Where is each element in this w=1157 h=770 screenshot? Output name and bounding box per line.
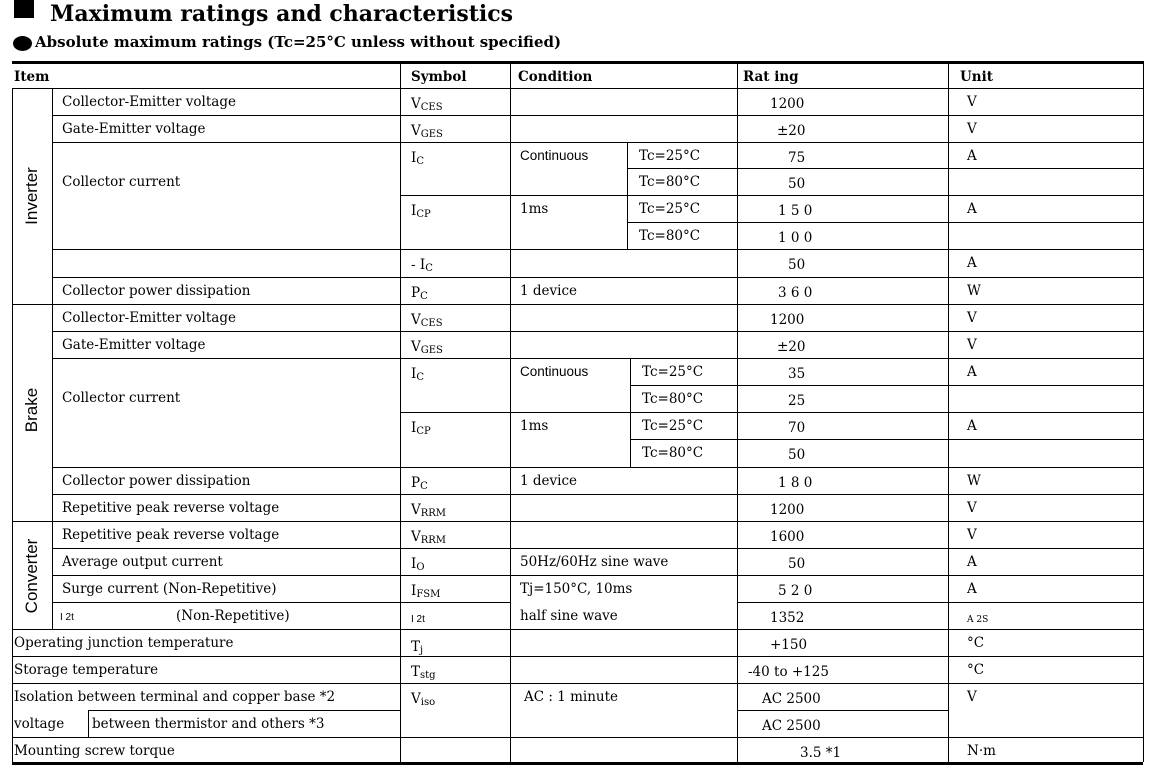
symbol-subscript: CP — [416, 426, 431, 437]
symbol-subscript: C — [420, 481, 428, 492]
sub-row-rule — [627, 168, 1143, 169]
item-label: Isolation between terminal and copper base *2 — [14, 689, 336, 705]
symbol-main: P — [411, 285, 421, 301]
symbol-main: T — [411, 664, 421, 680]
rating-cell: 25 — [788, 393, 806, 409]
group-label-converter: Converter — [22, 538, 41, 614]
symbol-main: I — [411, 150, 417, 166]
item-label: Collector-Emitter voltage — [62, 310, 236, 326]
rating-cell: 1200 — [770, 96, 805, 112]
symbol-cell — [411, 257, 433, 277]
symbol-main: I — [411, 203, 417, 219]
symbol-main: I — [411, 556, 417, 572]
tc-cell: Tc=80°C — [642, 445, 704, 461]
item-label: Average output current — [62, 554, 223, 570]
group-label-brake: Brake — [22, 387, 41, 433]
rating-cell: ±20 — [777, 339, 806, 355]
item-label: Operating junction temperature — [14, 635, 234, 651]
row-rule — [400, 412, 1143, 413]
header-condition: Condition — [518, 69, 593, 85]
row-rule — [12, 304, 1143, 305]
rating-cell: 50 — [788, 447, 806, 463]
rating-cell: 1200 — [770, 502, 805, 518]
rating-cell: 3 6 0 — [778, 285, 813, 301]
symbol-subscript: GES — [420, 129, 443, 140]
rating-cell: AC 2500 — [762, 718, 821, 734]
symbol-cell — [411, 420, 431, 440]
symbol-main: V — [411, 691, 421, 707]
row-rule — [52, 249, 1143, 250]
rating-cell: 3.5 *1 — [800, 745, 842, 761]
unit-cell: W — [967, 283, 981, 299]
rating-cell: 50 — [788, 176, 806, 192]
symbol-subscript: GES — [420, 345, 443, 356]
symbol-cell — [411, 583, 440, 603]
row-rule — [52, 277, 1143, 278]
tc-cell: Tc=80°C — [639, 228, 701, 244]
unit-cell: V — [967, 94, 977, 110]
condition-cell: 1ms — [520, 418, 549, 434]
unit-cell: °C — [967, 662, 985, 678]
item-label: Repetitive peak reverse voltage — [62, 527, 280, 543]
symbol-main: I — [411, 420, 417, 436]
item-label: Collector-Emitter voltage — [62, 94, 236, 110]
symbol-subscript: iso — [420, 697, 436, 708]
rating-cell: 75 — [788, 150, 806, 166]
symbol-main: - I — [411, 257, 426, 273]
unit-cell: A — [967, 148, 977, 164]
unit-cell: °C — [967, 635, 985, 651]
item-label: I 2t — [60, 612, 74, 623]
symbol-subscript: stg — [420, 670, 436, 681]
row-rule — [88, 710, 400, 711]
item-label: Repetitive peak reverse voltage — [62, 500, 280, 516]
unit-cell: W — [967, 473, 981, 489]
tc-cell: Tc=80°C — [642, 391, 704, 407]
unit-cell: A — [967, 364, 977, 380]
left-table-rule — [12, 88, 13, 762]
bullet-dot-icon — [13, 36, 32, 51]
condition-cell: Tj=150°C, 10ms — [520, 581, 633, 597]
row-rule — [52, 115, 1143, 116]
item-label: voltage — [14, 716, 65, 732]
row-rule — [52, 142, 1143, 143]
unit-cell: V — [967, 500, 977, 516]
header-bottom-rule — [12, 88, 1143, 89]
symbol-cell — [411, 96, 443, 116]
symbol-cell — [411, 664, 436, 684]
item-label: Surge current (Non-Repetitive) — [62, 581, 277, 597]
symbol-main: I — [411, 366, 417, 382]
symbol-main: V — [411, 123, 421, 139]
symbol-subscript: j — [420, 645, 424, 656]
group-label-inverter: Inverter — [22, 167, 41, 225]
header-unit: Unit — [960, 69, 993, 85]
symbol-subscript: C — [416, 372, 424, 383]
symbol-main: T — [411, 639, 421, 655]
unit-cell: A — [967, 418, 977, 434]
header-item: Item — [14, 69, 50, 85]
symbol-subscript: CES — [420, 102, 443, 113]
rating-cell: 50 — [788, 556, 806, 572]
symbol-cell — [411, 529, 446, 549]
rating-cell: ±20 — [777, 123, 806, 139]
unit-cell: N·m — [967, 743, 996, 759]
symbol-main: V — [411, 312, 421, 328]
sub-row-rule — [630, 385, 1143, 386]
symbol-main: V — [411, 529, 421, 545]
unit-cell: V — [967, 337, 977, 353]
rating-cell: 50 — [788, 257, 806, 273]
symbol-subscript: RRM — [420, 535, 447, 546]
section-subtitle: Absolute maximum ratings (Tc=25°C unless without specified) — [35, 33, 562, 51]
symbol-subscript: CES — [420, 318, 443, 329]
tc-cell: Tc=25°C — [639, 148, 701, 164]
sub-row-rule — [630, 439, 1143, 440]
unit-cell: A — [967, 255, 977, 271]
tc-cell: Tc=80°C — [639, 174, 701, 190]
sub-row-rule — [627, 222, 1143, 223]
symbol-cell — [411, 366, 424, 386]
condition-cell: Continuous — [520, 364, 589, 379]
rating-cell: 70 — [788, 420, 806, 436]
condition-cell: 1 device — [520, 283, 578, 299]
symbol-cell — [411, 312, 443, 332]
symbol-subscript: C — [416, 156, 424, 167]
symbol-cell — [411, 339, 443, 359]
isolation-sub-rule — [88, 710, 89, 737]
tc-cell: Tc=25°C — [639, 201, 701, 217]
symbol-cell — [411, 556, 425, 576]
item-label: Gate-Emitter voltage — [62, 337, 206, 353]
item-label: Mounting screw torque — [14, 743, 175, 759]
item-sublabel: (Non-Repetitive) — [176, 608, 290, 624]
condition-cell: half sine wave — [520, 608, 618, 624]
item-label: Collector power dissipation — [62, 473, 251, 489]
row-rule — [52, 331, 1143, 332]
unit-cell: A — [967, 554, 977, 570]
condition-cell: 50Hz/60Hz sine wave — [520, 554, 669, 570]
row-rule — [52, 467, 1143, 468]
symbol-main: V — [411, 502, 421, 518]
unit-cell: V — [967, 527, 977, 543]
symbol-cell — [411, 285, 428, 305]
row-rule — [12, 656, 1143, 657]
condition-cell: Continuous — [520, 148, 589, 163]
rating-cell: AC 2500 — [762, 691, 821, 707]
rating-cell: 1600 — [770, 529, 805, 545]
row-rule — [12, 521, 1143, 522]
condition-cell: 1ms — [520, 201, 549, 217]
symbol-cell — [411, 639, 423, 659]
row-rule — [52, 602, 510, 603]
tc-cell: Tc=25°C — [642, 364, 704, 380]
item-label: Collector current — [62, 174, 181, 190]
symbol-subscript: C — [425, 263, 433, 274]
symbol-cell — [411, 150, 424, 170]
rating-cell: 5 2 0 — [778, 583, 813, 599]
item-label: Gate-Emitter voltage — [62, 121, 206, 137]
row-rule — [52, 494, 1143, 495]
rating-cell: -40 to +125 — [748, 664, 829, 680]
rating-cell: 1200 — [770, 312, 805, 328]
rating-cell: +150 — [770, 637, 808, 653]
symbol-main: I — [411, 583, 417, 599]
unit-cell: V — [967, 121, 977, 137]
row-rule — [12, 683, 1143, 684]
row-rule — [52, 575, 1143, 576]
page-title: Maximum ratings and characteristics — [50, 1, 514, 27]
table-bottom-rule — [12, 762, 1143, 765]
unit-cell: V — [967, 689, 977, 705]
rating-cell: 1 5 0 — [778, 203, 813, 219]
symbol-cell — [411, 691, 435, 711]
unit-cell: V — [967, 310, 977, 326]
rating-cell: 35 — [788, 366, 806, 382]
symbol-subscript: RRM — [420, 508, 447, 519]
condition-cell: 1 device — [520, 473, 578, 489]
symbol-subscript: CP — [416, 209, 431, 220]
rating-cell: 1 8 0 — [778, 475, 813, 491]
condition-cell: AC : 1 minute — [524, 689, 619, 705]
rating-cell: 1352 — [770, 610, 805, 626]
item-label: Collector current — [62, 390, 181, 406]
row-rule — [52, 358, 1143, 359]
symbol-cell — [411, 502, 446, 522]
symbol-cell — [411, 123, 443, 143]
symbol-main: V — [411, 339, 421, 355]
row-rule — [737, 602, 1143, 603]
unit-cell: A 2S — [967, 615, 989, 625]
item-sublabel: between thermistor and others *3 — [92, 716, 325, 732]
symbol-cell — [411, 475, 428, 495]
item-label: Collector power dissipation — [62, 283, 251, 299]
symbol-main: P — [411, 475, 421, 491]
symbol-subscript: C — [420, 291, 428, 302]
row-rule — [12, 737, 1143, 738]
symbol-cell — [411, 203, 431, 223]
symbol-subscript: FSM — [416, 589, 441, 600]
row-rule — [400, 195, 1143, 196]
row-rule — [737, 710, 948, 711]
symbol-cell: I 2t — [411, 614, 425, 625]
unit-cell: A — [967, 201, 977, 217]
tc-cell: Tc=25°C — [642, 418, 704, 434]
header-rating: Rat ing — [743, 69, 799, 85]
table-top-rule — [12, 61, 1143, 64]
item-label: Storage temperature — [14, 662, 159, 678]
unit-cell: A — [967, 581, 977, 597]
rating-cell: 1 0 0 — [778, 230, 813, 246]
row-rule — [12, 629, 1143, 630]
header-symbol: Symbol — [411, 69, 467, 85]
heading-square-icon — [14, 0, 34, 18]
symbol-main: V — [411, 96, 421, 112]
symbol-subscript: O — [416, 562, 425, 573]
right-table-rule — [1143, 61, 1144, 762]
row-rule — [52, 548, 1143, 549]
